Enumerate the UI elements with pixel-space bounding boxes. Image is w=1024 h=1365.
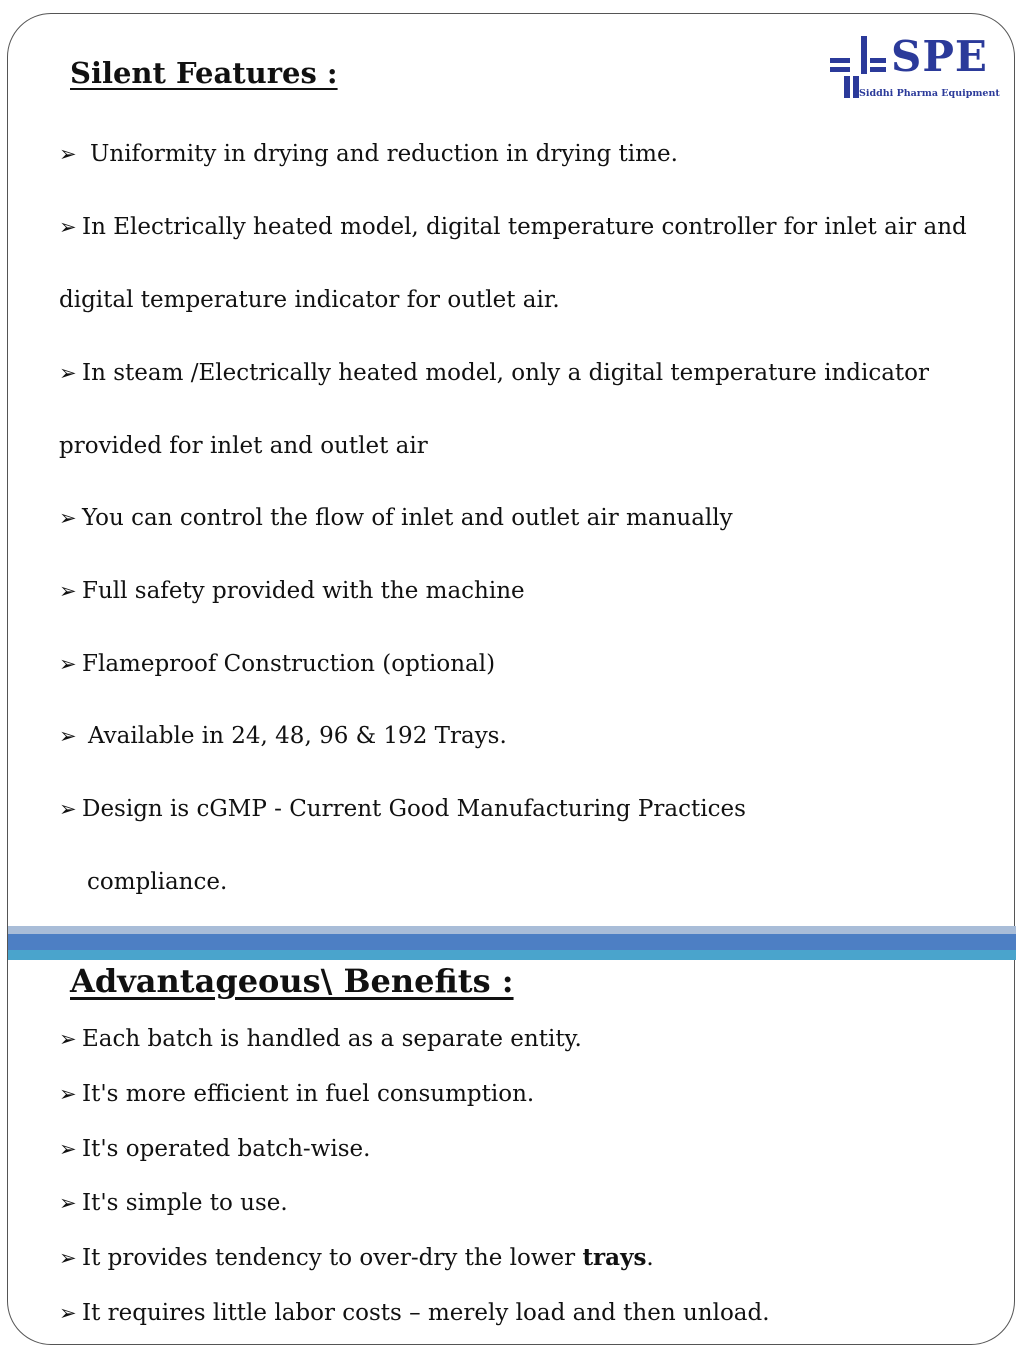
section-divider	[8, 926, 1016, 960]
benefit-item: ➢ It's simple to use.	[59, 1190, 288, 1216]
arrow-bullet-icon: ➢	[59, 1246, 77, 1270]
feature-item: ➢ Flameproof Construction (optional)	[59, 651, 496, 677]
divider-band-light	[8, 926, 1016, 934]
feature-item-continuation: compliance.	[87, 869, 228, 895]
arrow-bullet-icon: ➢	[59, 1301, 77, 1325]
logo-company-name: Siddhi Pharma Equipment	[859, 88, 1000, 99]
arrow-bullet-icon: ➢	[59, 797, 77, 821]
emphasis-trays: trays	[582, 1244, 647, 1271]
feature-item: ➢ Uniformity in drying and reduction in drying time.	[59, 141, 678, 167]
divider-band-blue	[8, 934, 1016, 950]
feature-item-continuation: provided for inlet and outlet air	[59, 433, 428, 459]
arrow-bullet-icon: ➢	[59, 506, 77, 530]
benefit-item: ➢ It provides tendency to over-dry the lower trays.	[59, 1244, 654, 1271]
arrow-bullet-icon: ➢	[59, 142, 77, 166]
feature-item: ➢ In Electrically heated model, digital temperature controller for inlet air and	[59, 214, 967, 240]
benefit-item: ➢ It requires little labor costs – merely load and then unload.	[59, 1300, 770, 1326]
divider-band-teal	[8, 950, 1016, 960]
feature-item: ➢ Full safety provided with the machine	[59, 578, 525, 604]
arrow-bullet-icon: ➢	[59, 579, 77, 603]
benefit-item: ➢ Each batch is handled as a separate entity.	[59, 1026, 582, 1052]
feature-item: ➢ Available in 24, 48, 96 & 192 Trays.	[59, 723, 507, 749]
arrow-bullet-icon: ➢	[59, 1082, 77, 1106]
arrow-bullet-icon: ➢	[59, 652, 77, 676]
benefit-item: ➢ It's more efficient in fuel consumption.	[59, 1081, 535, 1107]
arrow-bullet-icon: ➢	[59, 724, 77, 748]
features-title: Silent Features :	[70, 56, 338, 90]
arrow-bullet-icon: ➢	[59, 1137, 77, 1161]
arrow-bullet-icon: ➢	[59, 1191, 77, 1215]
company-logo	[828, 32, 1000, 104]
feature-item-continuation: digital temperature indicator for outlet air.	[59, 287, 560, 313]
feature-item: ➢ In steam /Electrically heated model, only a digital temperature indicator	[59, 360, 930, 386]
feature-item: ➢ You can control the flow of inlet and outlet air manually	[59, 505, 733, 531]
benefit-item: ➢ It's operated batch-wise.	[59, 1136, 371, 1162]
arrow-bullet-icon: ➢	[59, 215, 77, 239]
benefits-title: Advantageous\ Benefits :	[70, 962, 514, 1000]
arrow-bullet-icon: ➢	[59, 1027, 77, 1051]
feature-item: ➢ Design is cGMP - Current Good Manufacturing Practices	[59, 796, 746, 822]
arrow-bullet-icon: ➢	[59, 361, 77, 385]
logo-brand: SPE	[891, 32, 988, 81]
